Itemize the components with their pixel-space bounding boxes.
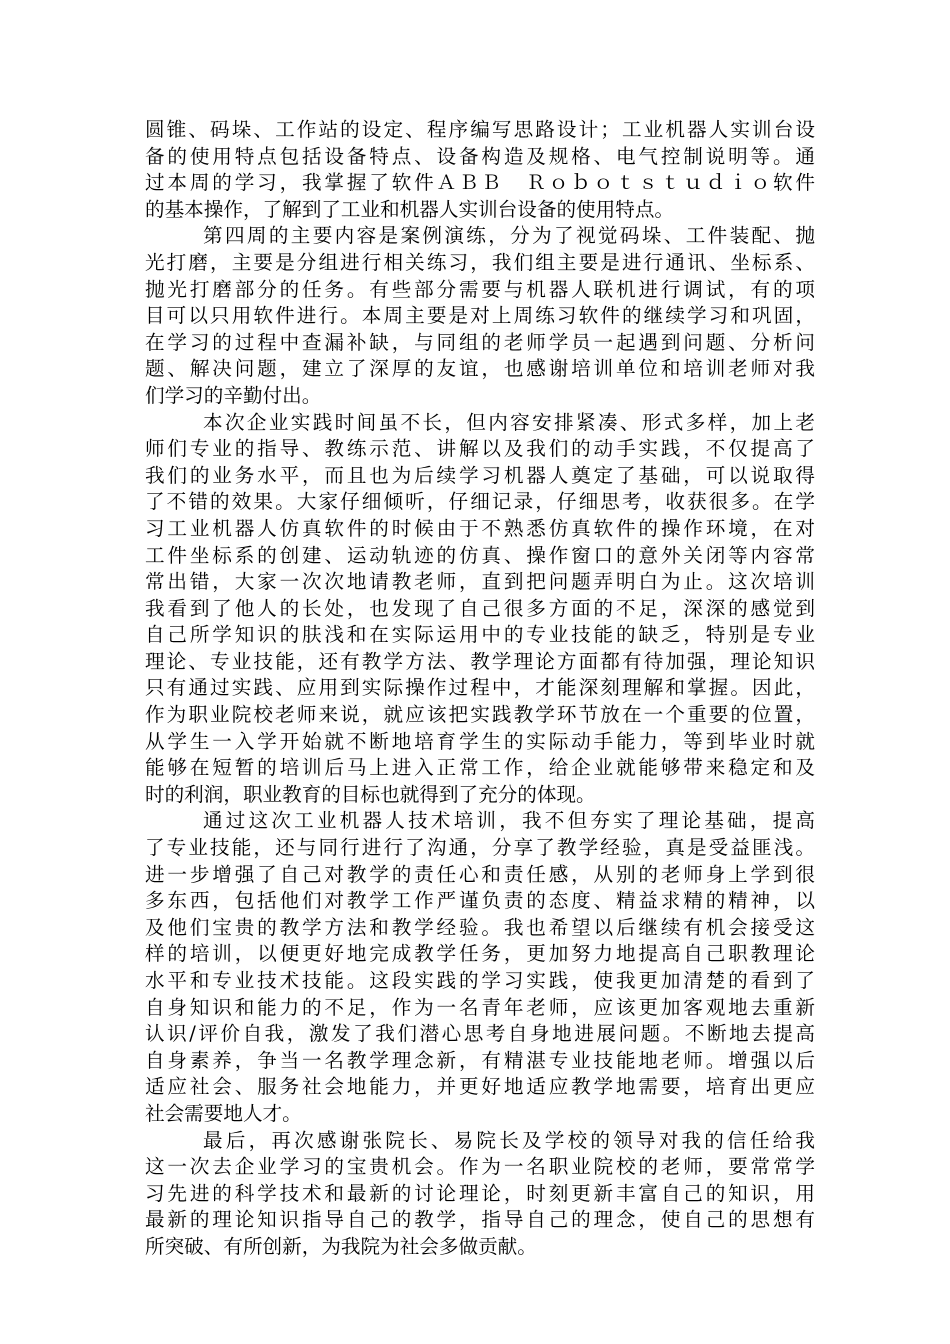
text-line: 及他们宝贵的教学方法和教学经验。我也希望以后继续有机会接受这	[145, 915, 815, 939]
text-line: 我看到了他人的长处，也发现了自己很多方面的不足，深深的感觉到	[145, 596, 815, 620]
paragraph-3	[145, 410, 815, 809]
text-line: 认识/评价自我，激发了我们潜心思考自身地进展问题。不断地去提高	[145, 1022, 815, 1046]
text-line: 第四周的主要内容是案例演练，分为了视觉码垛、工件装配、抛	[203, 224, 815, 248]
text-line: 工件坐标系的创建、运动轨迹的仿真、操作窗口的意外关闭等内容常	[145, 543, 815, 567]
text-line: 水平和专业技术技能。这段实践的学习实践，使我更加清楚的看到了	[145, 969, 815, 992]
text-line: 最后，再次感谢张院长、易院长及学校的领导对我的信任给我	[203, 1128, 815, 1152]
text-line: 的基本操作，了解到了工业和机器人实训台设备的使用特点。	[145, 197, 675, 221]
text-line: 从学生一入学开始就不断地培育学生的实际动手能力，等到毕业时就	[145, 729, 815, 753]
text-line: 习先进的科学技术和最新的讨论理论，时刻更新丰富自己的知识，用	[145, 1181, 815, 1205]
text-line: 社会需要地人才。	[145, 1101, 302, 1125]
text-line: 这一次去企业学习的宝贵机会。作为一名职业院校的老师，要常常学	[145, 1155, 815, 1179]
text-line: 常出错，大家一次次地请教老师，直到把问题弄明白为止。这次培训	[145, 570, 815, 594]
text-line: 抛光打磨部分的任务。有些部分需要与机器人联机进行调试，有的项	[145, 277, 815, 301]
text-line: 了专业技能，还与同行进行了沟通，分享了教学经验，真是受益匪浅。	[145, 836, 815, 860]
document-page	[145, 117, 815, 1261]
text-line: 本次企业实践时间虽不长，但内容安排紧凑、形式多样，加上老	[203, 410, 815, 434]
paragraph-5	[145, 1128, 815, 1261]
text-line: 多东西，包括他们对教学工作严谨负责的态度、精益求精的精神，以	[145, 889, 815, 913]
text-line: 自身知识和能力的不足，作为一名青年老师，应该更加客观地去重新	[145, 995, 815, 1019]
text-line: 所突破、有所创新，为我院为社会多做贡献。	[145, 1234, 537, 1258]
text-line: 题、解决问题，建立了深厚的友谊，也感谢培训单位和培训老师对我	[145, 357, 815, 381]
text-line: 自身素养，争当一名教学理念新，有精湛专业技能地老师。增强以后	[145, 1048, 815, 1072]
text-line: 理论、专业技能，还有教学方法、教学理论方面都有待加强，理论知识	[145, 649, 815, 673]
text-line: 们学习的辛勤付出。	[145, 383, 322, 407]
text-line: 习工业机器人仿真软件的时候由于不熟悉仿真软件的操作环境，在对	[145, 516, 815, 540]
text-line: 适应社会、服务社会地能力，并更好地适应教学地需要，培育出更应	[145, 1075, 815, 1099]
text-line: 光打磨，主要是分组进行相关练习，我们组主要是进行通讯、坐标系、	[145, 250, 815, 274]
text-line: 过本周的学习，我掌握了软件ＡＢＢ Ｒｏｂｏｔｓｔｕｄｉｏ软件	[145, 171, 815, 195]
text-line: 圆锥、码垛、工作站的设定、程序编写思路设计；工业机器人实训台设	[145, 118, 815, 141]
text-line: 备的使用特点包括设备特点、设备构造及规格、电气控制说明等。通	[145, 144, 815, 168]
text-line: 师们专业的指导、教练示范、讲解以及我们的动手实践，不仅提高了	[145, 437, 815, 461]
paragraph-4	[145, 808, 815, 1127]
text-line: 在学习的过程中查漏补缺，与同组的老师学员一起遇到问题、分析问	[145, 330, 815, 354]
paragraph-1	[145, 117, 815, 223]
text-line: 只有通过实践、应用到实际操作过程中，才能深刻理解和掌握。因此，	[145, 676, 815, 700]
text-line: 能够在短暂的培训后马上进入正常工作，给企业就能够带来稳定和及	[145, 756, 815, 780]
text-line: 进一步增强了自己对教学的责任心和责任感，从别的老师身上学到很	[145, 862, 815, 886]
text-line: 了不错的效果。大家仔细倾听，仔细记录，仔细思考，收获很多。在学	[145, 490, 815, 514]
text-line: 作为职业院校老师来说，就应该把实践教学环节放在一个重要的位置，	[145, 703, 815, 727]
text-line: 自己所学知识的肤浅和在实际运用中的专业技能的缺乏，特别是专业	[145, 623, 815, 647]
text-line: 样的培训，以便更好地完成教学任务，更加努力地提高自己职教理论	[145, 942, 815, 966]
text-line: 目可以只用软件进行。本周主要是对上周练习软件的继续学习和巩固，	[145, 304, 815, 328]
text-line: 通过这次工业机器人技术培训，我不但夯实了理论基础，提高	[203, 809, 815, 833]
text-line: 时的利润，职业教育的目标也就得到了充分的体现。	[145, 782, 596, 806]
text-line: 最新的理论知识指导自己的教学，指导自己的理念，使自己的思想有	[145, 1208, 815, 1232]
text-line: 我们的业务水平，而且也为后续学习机器人奠定了基础，可以说取得	[145, 463, 815, 487]
paragraph-2	[145, 223, 815, 409]
